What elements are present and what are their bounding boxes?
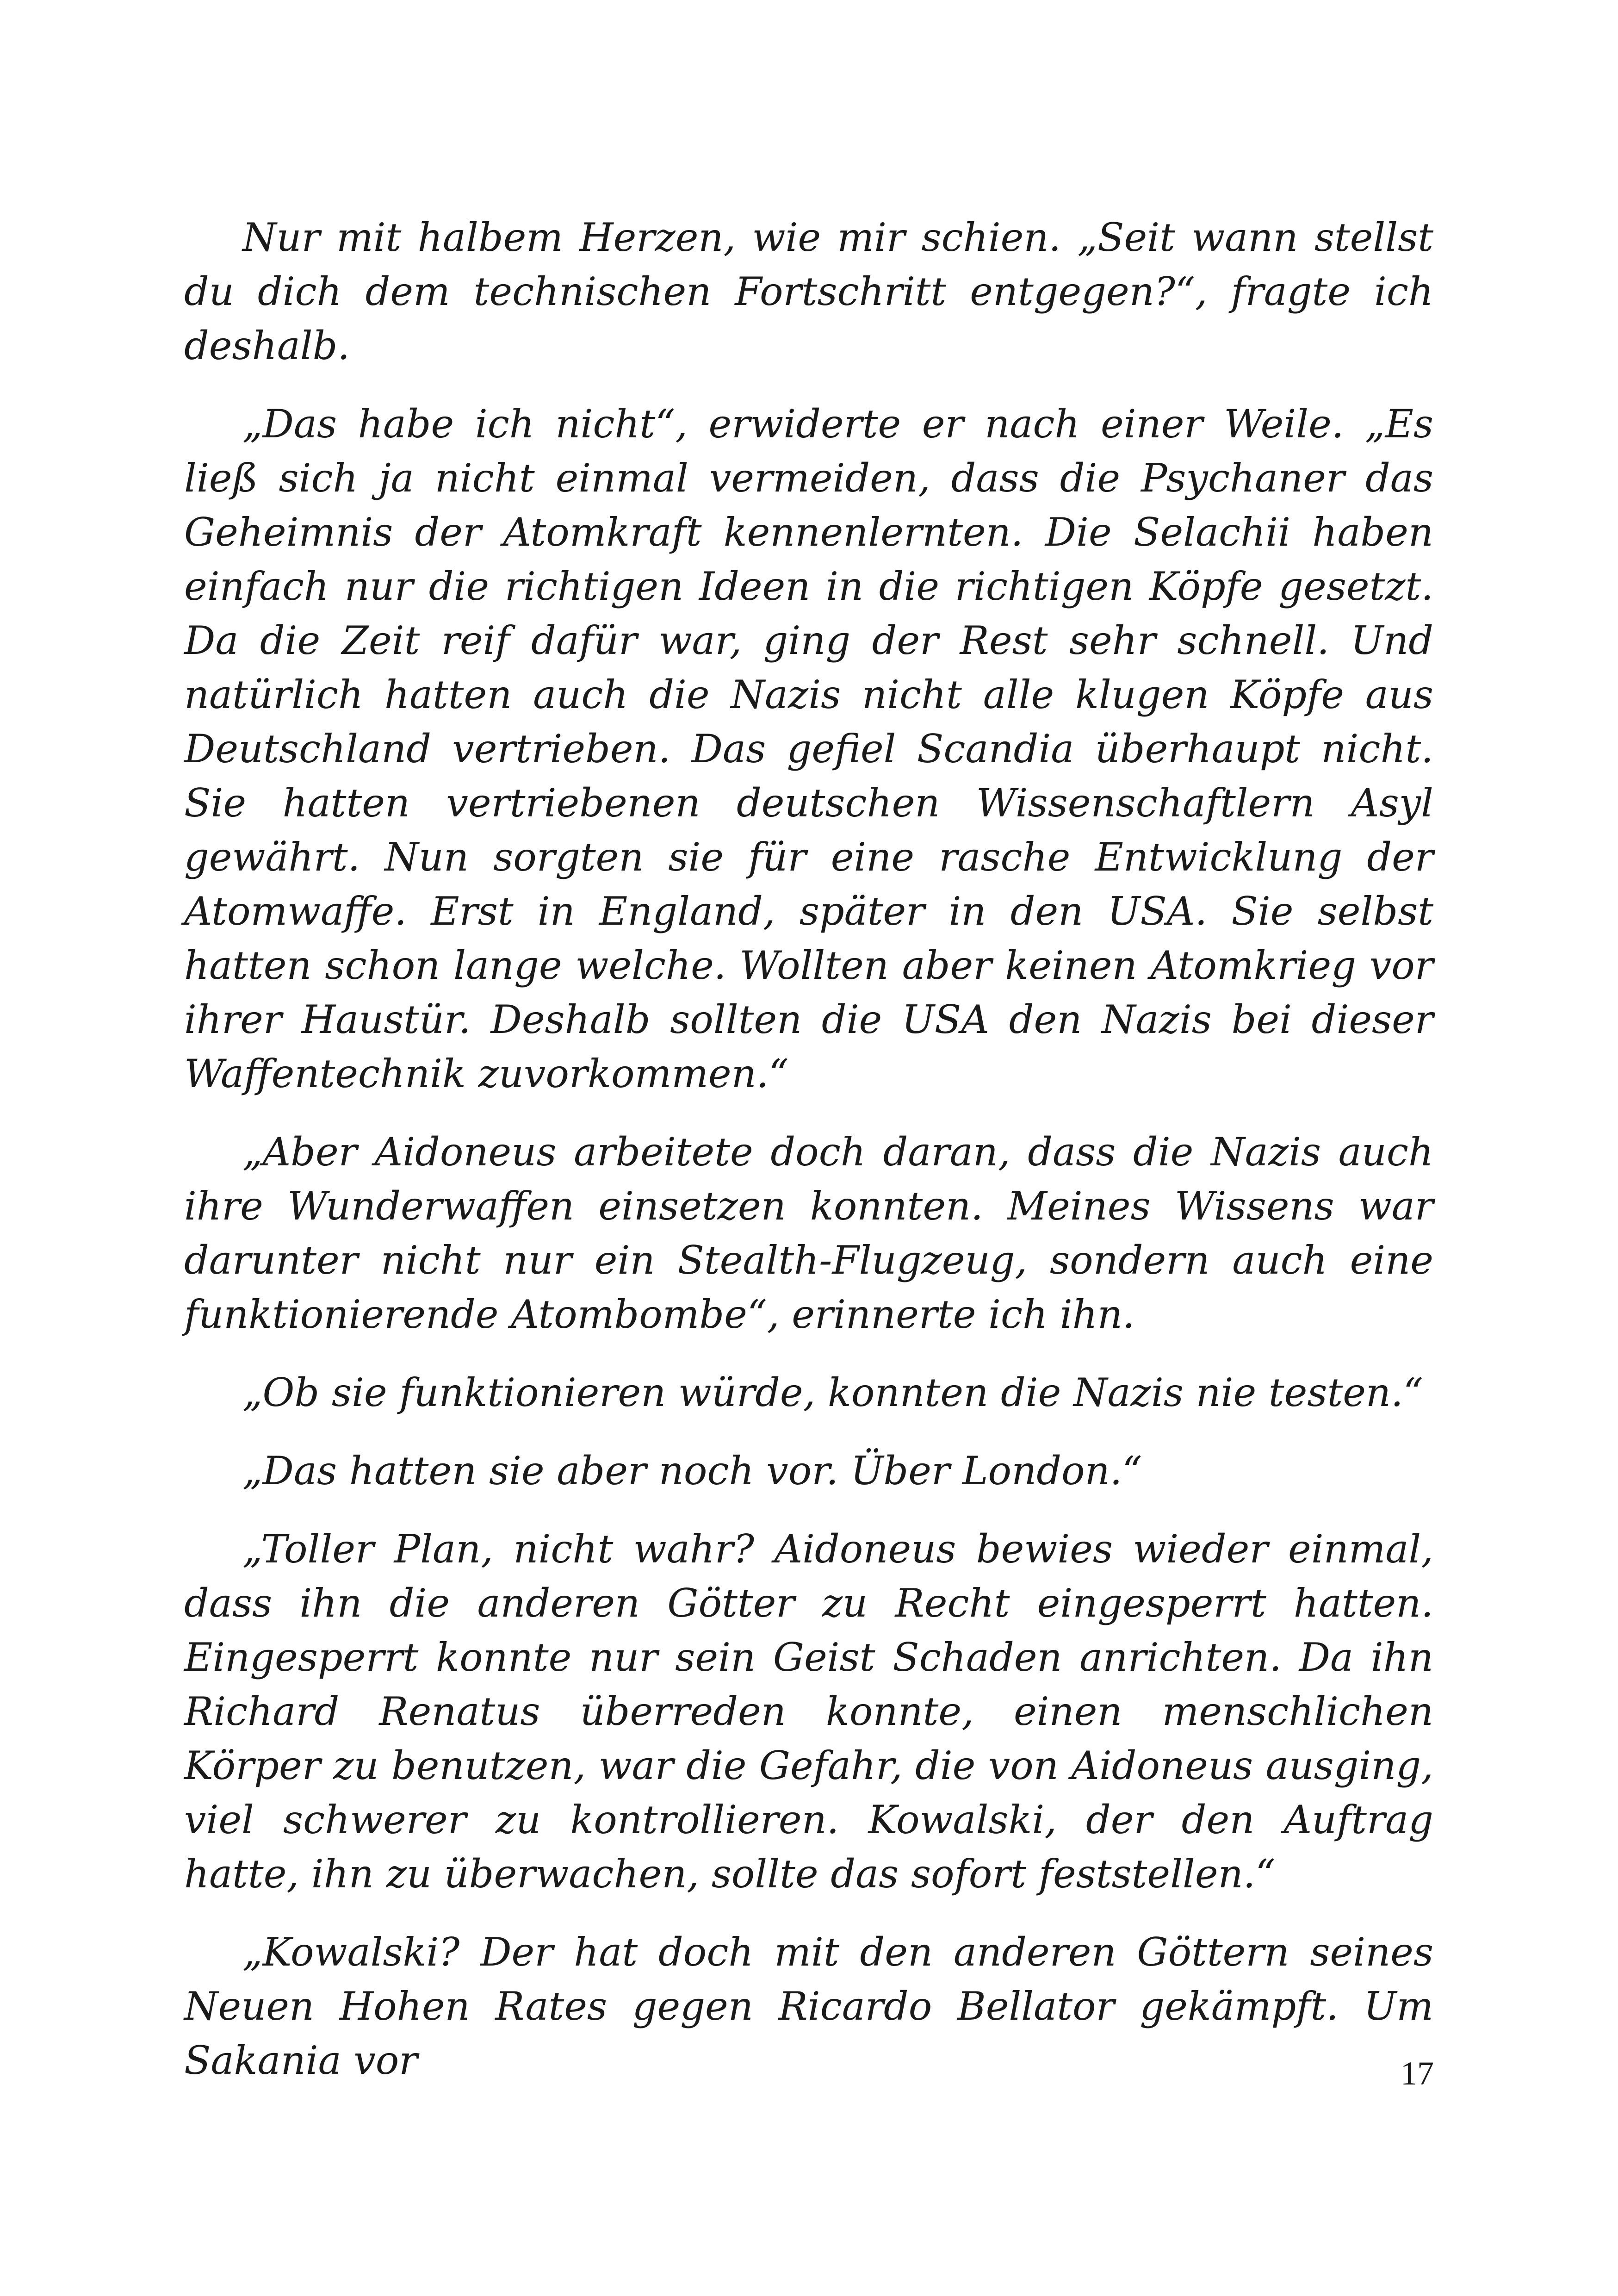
paragraph-6: „Toller Plan, nicht wahr? Aidoneus bewies wieder einmal, dass ihn die anderen Götter zu Recht eingesperrt hatten. Eingesperrt konnte nur sein Geist Schaden anrichten. Da ihn Richard Renatus überreden konnte, einen menschlichen Körper zu benutzen, war die Gefahr, die von Aidoneus ausging, viel schwerer zu kontrollieren. Kowalski, der den Auftrag hatte, ihn zu überwachen, sollte das sofort feststellen.“ bbox=[184, 1526, 1433, 1897]
paragraph-7: „Kowalski? Der hat doch mit den anderen Göttern seines Neuen Hohen Rates gegen Ricardo Bellator gekämpft. Um Sakania vor bbox=[184, 1929, 1433, 2083]
paragraph-2: „Das habe ich nicht“, erwiderte er nach einer Weile. „Es ließ sich ja nicht einmal vermeiden, dass die Psychaner das Geheimnis der Atomkraft kennenlernten. Die Selachii haben einfach nur die richtigen Ideen in die richtigen Köpfe gesetzt. Da die Zeit reif dafür war, ging der Rest sehr schnell. Und natürlich hatten auch die Nazis nicht alle klugen Köpfe aus Deutschland vertrieben. Das gefiel Scandia überhaupt nicht. Sie hatten vertriebenen deutschen Wissenschaftlern Asyl gewährt. Nun sorgten sie für eine rasche Entwicklung der Atomwaffe. Erst in England, später in den USA. Sie selbst hatten schon lange welche. Wollten aber keinen Atomkrieg vor ihrer Haustür. Deshalb sollten die USA den Nazis bei dieser Waffentechnik zuvorkommen.“ bbox=[184, 401, 1433, 1096]
paragraph-4: „Ob sie funktionieren würde, konnten die Nazis nie testen.“ bbox=[242, 1370, 1423, 1415]
paragraph-5: „Das hatten sie aber noch vor. Über London.“ bbox=[242, 1448, 1142, 1493]
paragraph-1: Nur mit halbem Herzen, wie mir schien. „Seit wann stellst du dich dem technischen Fortschritt entgegen?“, fragte ich deshalb. bbox=[184, 215, 1433, 368]
paragraph-3: „Aber Aidoneus arbeitete doch daran, dass die Nazis auch ihre Wunderwaffen einsetzen konnten. Meines Wissens war darunter nicht nur ein Stealth-Flugzeug, sondern auch eine funktionierende Atombombe“, erinnerte ich ihn. bbox=[184, 1129, 1433, 1337]
body-text bbox=[184, 211, 1433, 2112]
page-number: 17 bbox=[1401, 2055, 1434, 2092]
